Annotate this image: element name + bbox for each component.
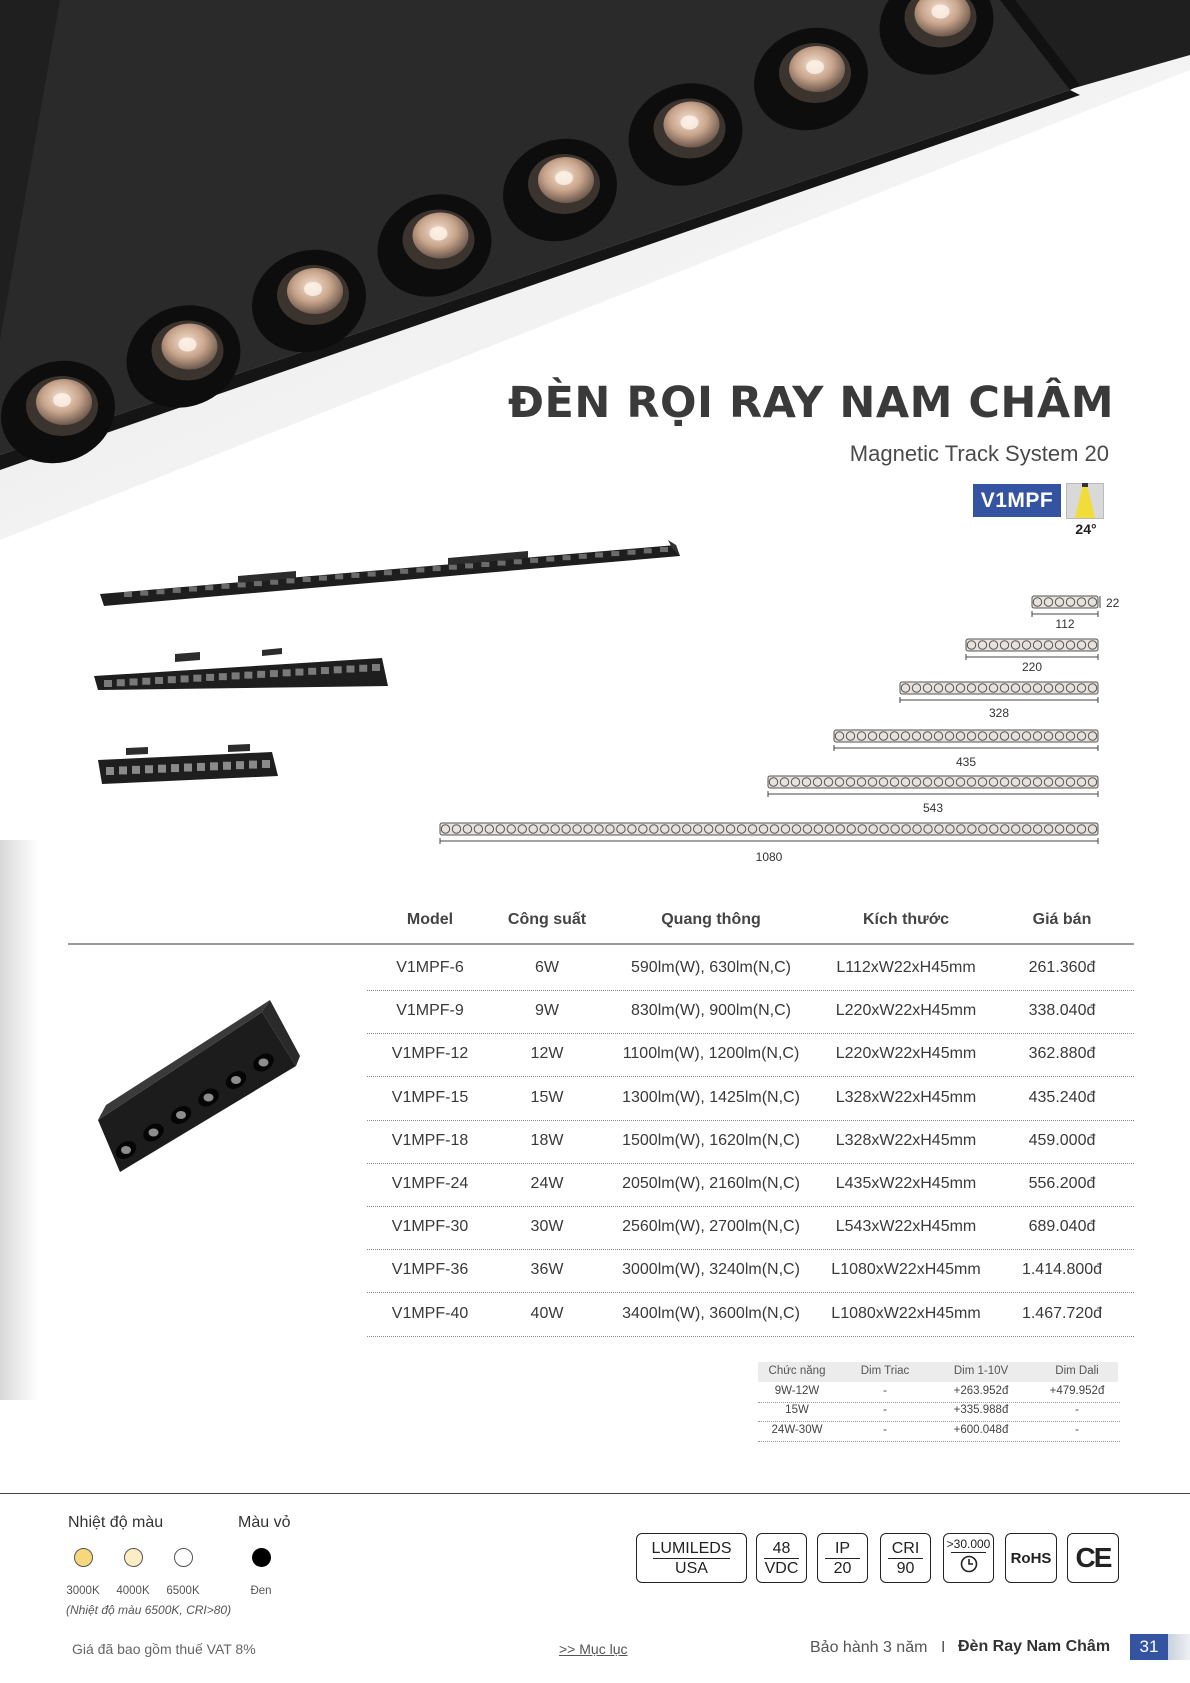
options-cell: 24W-30W [771,1423,823,1436]
product-led-slot [156,589,164,594]
product-led-slot [465,563,473,568]
footer-divider [0,1493,1190,1494]
product-led-slot [106,767,114,775]
product-led-slot [145,765,153,773]
opt-th-dim-dali: Dim Dali [1055,1365,1099,1377]
cell-price: 556.200đ [1028,1175,1096,1192]
cell-price: 435.240đ [1028,1088,1096,1106]
cell-price: 1.467.720đ [1021,1304,1103,1322]
cell-size: L1080xW22xH45mm [831,1304,981,1322]
ip-value: 20 [833,1559,852,1577]
voltage-badge [756,1533,807,1583]
color-temp-title: Nhiệt độ màu [68,1514,164,1531]
table-header-rule [68,943,1134,945]
product-led-slot [595,552,603,557]
table-row [367,1206,1134,1250]
cell-luminous-flux: 2050lm(W), 2160lm(N,C) [622,1175,800,1192]
ip-badge [817,1533,868,1583]
options-cell: - [1075,1404,1079,1417]
cell-power: 40W [530,1304,564,1322]
color-temp-swatch [74,1548,93,1567]
table-row [367,1293,1134,1337]
product-led-slot [449,565,457,570]
product-medium-image [94,648,388,690]
options-cell: - [883,1404,887,1417]
cri-label: CRI [891,1539,920,1557]
dimension-length-label: 112 [1055,617,1075,631]
beam-angle-label: 24° [1075,521,1097,537]
cell-luminous-flux: 1500lm(W), 1620lm(N,C) [622,1131,800,1149]
model-badge: V1MPF [973,484,1061,517]
product-led-slot [158,765,166,773]
product-led-slot [579,554,587,559]
th-price: Giá bán [1032,911,1092,928]
table-row [367,1077,1134,1121]
table-row [367,947,1134,991]
page-title: ĐÈN RỌI RAY NAM CHÂM [507,378,1114,428]
product-led-slot [173,588,181,593]
product-led-slot [546,557,554,562]
cell-model: V1MPF-12 [391,1045,469,1063]
table-row [367,1163,1134,1207]
product-led-slot [140,1120,167,1145]
product-led-slot [168,676,176,683]
lumileds-label: LUMILEDS [651,1539,732,1557]
product-led-slot [359,665,367,672]
dimension-bar [966,639,1098,660]
th-size: Kích thước [862,911,950,928]
cell-luminous-flux: 3000lm(W), 3240lm(N,C) [622,1261,800,1279]
product-led-slot [119,766,127,774]
cri-value: 90 [896,1559,915,1577]
product-led-slot [372,664,380,671]
cell-power: 6W [535,959,559,976]
cell-power: 18W [530,1131,564,1149]
shell-color-label: Đen [250,1585,272,1597]
product-led-slot [270,580,278,585]
cell-price: 689.040đ [1028,1218,1096,1236]
product-led-slot [244,672,252,679]
product-led-slot [219,673,227,680]
product-led-slot [433,566,441,571]
dimension-bar [768,776,1098,797]
lumileds-badge [636,1533,747,1583]
dimension-bar [834,730,1098,751]
cri-badge [880,1533,931,1583]
product-led-slot [221,584,229,589]
dimension-length-label: 328 [988,706,1010,720]
options-cell: +263.952đ [953,1385,1009,1397]
options-row [758,1383,1120,1403]
footer-product-name: Đèn Ray Nam Châm [958,1638,1111,1655]
dimension-bar [900,682,1098,703]
cell-model: V1MPF-18 [391,1131,469,1149]
lifetime-value: >30.000 [946,1537,991,1551]
table-row [367,990,1134,1034]
th-model: Model [406,911,454,928]
page-subtitle: Magnetic Track System 20 [849,441,1109,466]
dimension-bar [1032,596,1098,617]
options-cell: +335.988đ [953,1404,1009,1417]
dimension-length-label: 220 [1021,660,1043,674]
cell-power: 24W [530,1175,564,1192]
product-led-slot [254,581,262,586]
options-cell: - [1075,1423,1079,1436]
product-led-slot [481,562,489,567]
voltage-value: 48 [772,1539,791,1557]
cell-luminous-flux: 830lm(W), 900lm(N,C) [630,1002,792,1020]
ce-mark: CE [1067,1533,1119,1583]
product-led-slot [368,572,376,577]
th-luminous-flux: Quang thông [661,911,761,928]
product-led-slot [400,569,408,574]
lumileds-origin: USA [675,1559,708,1577]
product-short-image [98,744,278,784]
voltage-unit: VDC [764,1559,799,1577]
product-angled-image [98,1000,300,1172]
product-led-slot [167,1102,194,1127]
opt-th-dim-triac: Dim Triac [860,1365,910,1377]
footer-separator: I [941,1639,946,1656]
lifetime-badge [943,1533,994,1583]
cell-luminous-flux: 3400lm(W), 3600lm(N,C) [622,1304,800,1322]
product-led-slot [210,762,218,770]
table-of-contents-link[interactable]: >> Mục lục [559,1641,628,1657]
product-led-slot [660,547,668,552]
cell-model: V1MPF-6 [396,959,464,976]
beam-angle-icon [1066,483,1104,519]
color-temp-label: 6500K [166,1585,200,1597]
options-cell: +479.952đ [1049,1385,1105,1397]
color-temp-label: 4000K [116,1585,150,1597]
dimension-length-label: 543 [922,801,944,815]
cell-size: L220xW22xH45mm [835,1002,977,1020]
color-temp-label: 3000K [66,1585,100,1597]
product-led-slot [303,577,311,582]
dimension-length-label: 1080 [755,850,783,864]
product-led-slot [611,551,619,556]
options-row [758,1422,1120,1442]
page-number: 31 [1130,1634,1168,1660]
product-led-slot [262,760,270,768]
product-led-slot [498,561,506,566]
cell-size: L328xW22xH45mm [835,1088,977,1106]
product-led-slot [334,666,342,673]
product-led-slot [197,763,205,771]
product-led-slot [117,679,125,686]
options-cell: +600.048đ [953,1423,1009,1436]
product-led-slot [222,1067,249,1092]
table-row [367,1249,1134,1293]
product-led-slot [140,591,148,596]
product-led-slot [514,559,522,564]
cell-price: 1.414.800đ [1021,1261,1103,1279]
table-row [367,1033,1134,1077]
cell-size: L435xW22xH45mm [835,1175,977,1192]
product-led-slot [236,761,244,769]
product-led-slot [232,672,240,679]
product-led-slot [223,762,231,770]
product-led-slot [530,558,538,563]
product-led-slot [319,576,327,581]
product-led-slot [270,670,278,677]
cell-size: L328xW22xH45mm [835,1131,977,1149]
cell-model: V1MPF-40 [391,1304,469,1322]
page-number-shade [1168,1634,1190,1660]
product-long-image [100,540,680,606]
th-power: Công suất [507,911,587,928]
product-led-slot [257,671,265,678]
product-led-slot [206,674,214,681]
product-led-slot [563,555,571,560]
cell-size: L112xW22xH45mm [836,959,976,976]
product-led-slot [335,574,343,579]
product-led-slot [250,1050,277,1075]
product-led-slot [193,675,201,682]
options-cell: - [883,1385,887,1397]
product-led-slot [416,567,424,572]
product-led-slot [346,666,354,673]
product-led-slot [295,669,303,676]
options-cell: - [883,1423,887,1436]
cell-luminous-flux: 1100lm(W), 1200lm(N,C) [622,1045,800,1063]
product-led-slot [181,675,189,682]
cell-size: L543xW22xH45mm [835,1218,977,1236]
cell-luminous-flux: 1300lm(W), 1425lm(N,C) [622,1088,800,1106]
table-row [367,1120,1134,1164]
cell-luminous-flux: 2560lm(W), 2700lm(N,C) [622,1218,800,1236]
cell-power: 30W [530,1218,564,1236]
shell-color-title: Màu vỏ [238,1514,291,1531]
dimension-height-label: 22 [1106,596,1120,610]
options-row [758,1402,1120,1422]
warranty-text: Bảo hành 3 năm [810,1639,928,1656]
product-led-slot [104,680,112,687]
product-led-slot [321,667,329,674]
product-led-slot [283,669,291,676]
opt-th-function: Chức năng [768,1365,826,1377]
shell-color-swatch [252,1548,271,1567]
cell-price: 338.040đ [1028,1002,1096,1020]
product-led-slot [124,592,132,597]
left-edge-shade [0,840,38,1400]
vat-note: Giá đã bao gồm thuế VAT 8% [72,1641,256,1657]
cell-luminous-flux: 590lm(W), 630lm(N,C) [630,959,792,976]
cell-price: 459.000đ [1028,1131,1096,1149]
color-temp-note: (Nhiệt độ màu 6500K, CRI>80) [66,1603,232,1617]
product-led-slot [195,1085,222,1110]
cell-power: 9W [535,1002,559,1020]
cell-model: V1MPF-30 [391,1218,469,1236]
cell-power: 36W [530,1261,564,1279]
cell-price: 362.880đ [1028,1045,1096,1063]
product-led-slot [351,573,359,578]
color-temp-swatch [124,1548,143,1567]
opt-th-dim-0-10v: Dim 1-10V [953,1365,1009,1377]
product-led-slot [132,766,140,774]
cell-size: L1080xW22xH45mm [831,1261,981,1279]
cell-power: 12W [530,1045,564,1063]
dimension-length-label: 435 [955,755,977,769]
product-led-slot [249,761,257,769]
product-led-slot [189,587,197,592]
options-cell: 9W-12W [774,1385,820,1397]
product-led-slot [171,764,179,772]
product-led-slot [644,548,652,553]
product-led-slot [628,550,636,555]
cell-power: 15W [530,1088,564,1106]
color-temp-swatch [174,1548,193,1567]
product-led-slot [155,677,163,684]
cell-model: V1MPF-15 [391,1088,469,1106]
clock-icon [958,1554,980,1574]
cell-model: V1MPF-24 [391,1175,469,1192]
product-led-slot [308,668,316,675]
cell-price: 261.360đ [1028,959,1096,976]
product-led-slot [142,678,150,685]
options-cell: 15W [785,1404,809,1417]
cell-size: L220xW22xH45mm [835,1045,977,1063]
rohs-badge: RoHS [1005,1533,1057,1583]
product-led-slot [286,578,294,583]
cell-model: V1MPF-9 [396,1002,464,1020]
product-led-slot [238,582,246,587]
product-led-slot [205,585,213,590]
product-led-slot [130,678,138,685]
product-led-slot [184,764,192,772]
ip-label: IP [834,1539,851,1557]
product-led-slot [112,1137,139,1162]
dimension-bar [440,823,1098,844]
cell-model: V1MPF-36 [391,1261,469,1279]
product-led-slot [384,570,392,575]
